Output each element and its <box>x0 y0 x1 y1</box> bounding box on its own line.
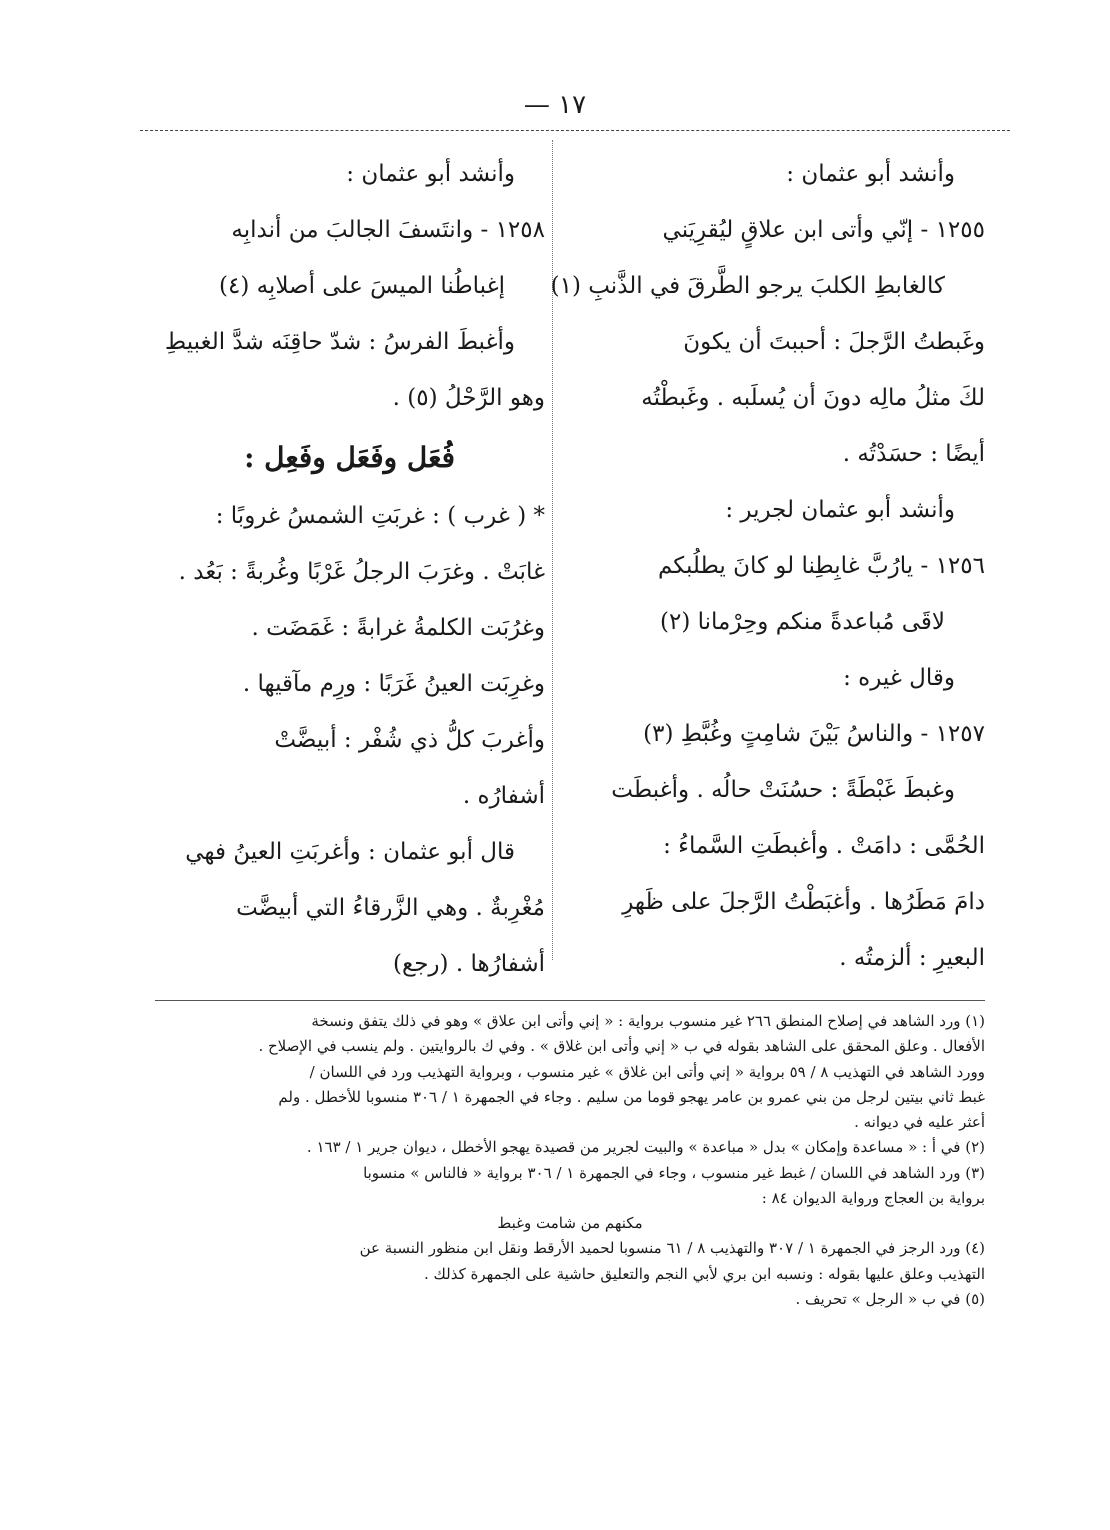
left-column-line: ١٢٥٨ - وانتَسفَ الجالبَ من أندابِه <box>231 217 545 243</box>
footnote-line: غبط ثاني بيتين لرجل من بني عمرو بن عامر يهجو قوما من سليم . وجاء في الجمهرة ١ / ٣٠٦ منسوبا للأخطل . ولم <box>278 1087 985 1106</box>
left-column-line: قال أبو عثمان : وأغربَتِ العينُ فهي <box>185 839 515 865</box>
footnote-line: برواية بن العجاج ورواية الديوان ٨٤ : <box>761 1188 985 1207</box>
column-divider <box>552 140 553 960</box>
left-column-line: وأغربَ كلُّ ذي شُفْر : أبيضَّتْ <box>274 727 545 753</box>
right-column-line: دامَ مَطَرُها . وأغبَطْتُ الرَّجلَ على ظَهرِ <box>622 889 985 915</box>
footnote-line: أعثر عليه في ديوانه . <box>854 1113 985 1131</box>
footnote-line: وورد الشاهد في التهذيب ٨ / ٥٩ برواية « إني وأتى ابن غلاق » غير منسوب ، وبرواية التهذيب ورد في اللسان / <box>309 1062 985 1081</box>
footnote-rule <box>155 1000 985 1001</box>
right-column-line: كالغابطِ الكلبَ يرجو الطَّرقَ في الذَّنبِ (١) <box>550 273 945 299</box>
right-column-line: ١٢٥٦ - يارُبَّ غابِطِنا لو كانَ يطلُبكم <box>657 553 985 579</box>
left-column-line: وهو الرَّحْلُ (٥) . <box>392 385 545 411</box>
left-column-line: وغرِبَت العينُ غَرَبًا : ورِم مآقيها . <box>242 671 545 697</box>
right-column-line: الحُمَّى : دامَتْ . وأغبطَتِ السَّماءُ : <box>663 833 985 859</box>
right-column-line: لاقَى مُباعدةً منكم وحِرْمانا (٢) <box>660 609 945 635</box>
left-column-line: غابَتْ . وغرَبَ الرجلُ غَرْبًا وغُربةً : بَعُد . <box>178 559 545 585</box>
footnote-line: (٤) ورد الرجز في الجمهرة ١ / ٣٠٧ والتهذيب ٨ / ٦١ منسوبا لحميد الأرقط ونقل ابن منظور النسبة عن <box>359 1239 985 1258</box>
right-column-line: وقال غيره : <box>843 665 955 691</box>
left-column-line: مُغْرِبةٌ . وهي الزَّرقاءُ التي أبيضَّت <box>236 895 545 921</box>
right-column-line: وغَبطتُ الرَّجلَ : أحببتَ أن يكونَ <box>683 329 985 355</box>
right-column-line: ١٢٥٧ - والناسُ بَيْنَ شامِتٍ وغُبَّطِ (٣) <box>643 721 985 747</box>
right-column-line: ١٢٥٥ - إنّي وأتى ابن علاقٍ ليُقرِيَني <box>662 217 985 243</box>
right-column <box>550 160 985 1000</box>
left-column-line: * ( غرب ) : غربَتِ الشمسُ غروبًا : <box>215 503 545 529</box>
left-column-line: إغباطُنا الميسَ على أصلابِه (٤) <box>218 273 505 299</box>
right-column-line: أيضًا : حسَدْتُه . <box>842 441 985 467</box>
right-column-line: وغبطَ غَبْطَةً : حسُنَتْ حالُه . وأغبطَت <box>611 777 955 803</box>
footnote-line: (٢) في أ : « مساعدة وإمكان » بدل « مباعدة » والبيت لجرير من قصيدة يهجو الأخطل ، ديوان جرير ١ / ١٦٣ . <box>306 1138 985 1157</box>
right-column-line: البعيرِ : ألزمتُه . <box>839 945 985 971</box>
left-column-line: أشفارُه . <box>462 783 545 809</box>
footnote-line: الأفعال . وعلق المحقق على الشاهد بقوله في ب « إني وأتى ابن غلاق » . وفي ك بالروايتين . ولم ينسب في الإصلاح . <box>258 1037 985 1056</box>
footnotes <box>155 1010 985 1313</box>
left-column-line: وأنشد أبو عثمان : <box>346 161 515 187</box>
footnote-line: (١) ورد الشاهد في إصلاح المنطق ٢٦٦ غير منسوب برواية : « إني وأتى ابن علاق » وهو في ذلك يتفق ونسخة <box>311 1012 985 1030</box>
left-column-line: وأغبطَ الفرسُ : شدّ حاقِنَه شدَّ الغبيطِ <box>164 329 515 355</box>
right-column-line: وأنشد أبو عثمان لجرير : <box>725 497 955 523</box>
header-rule <box>140 130 1010 131</box>
footnote-line: مكنهم من شامت وغبط <box>497 1214 643 1232</box>
right-column-line: لكَ مثلُ مالِه دونَ أن يُسلَبه . وغَبطْتُه <box>641 385 985 411</box>
left-column-line: أشفارُها . (رجع) <box>393 951 545 977</box>
left-column <box>155 160 545 1006</box>
left-column-line: وغرُبَت الكلمةُ غرابةً : غَمَضَت . <box>251 615 545 641</box>
footnote-line: (٥) في ب « الرجل » تحريف . <box>795 1289 985 1308</box>
section-heading: فُعَل وفَعَل وفَعِل : <box>244 441 455 474</box>
page-number: — ١٧ <box>523 90 587 120</box>
footnote-line: (٣) ورد الشاهد في اللسان / غبط غير منسوب ، وجاء في الجمهرة ١ / ٣٠٦ برواية « فالناس » منسوبا <box>363 1163 985 1182</box>
right-column-line: وأنشد أبو عثمان : <box>786 161 955 187</box>
footnote-line: التهذيب وعلق عليها بقوله : ونسبه ابن بري لأبي النجم والتعليق حاشية على الجمهرة كذلك . <box>423 1264 985 1283</box>
